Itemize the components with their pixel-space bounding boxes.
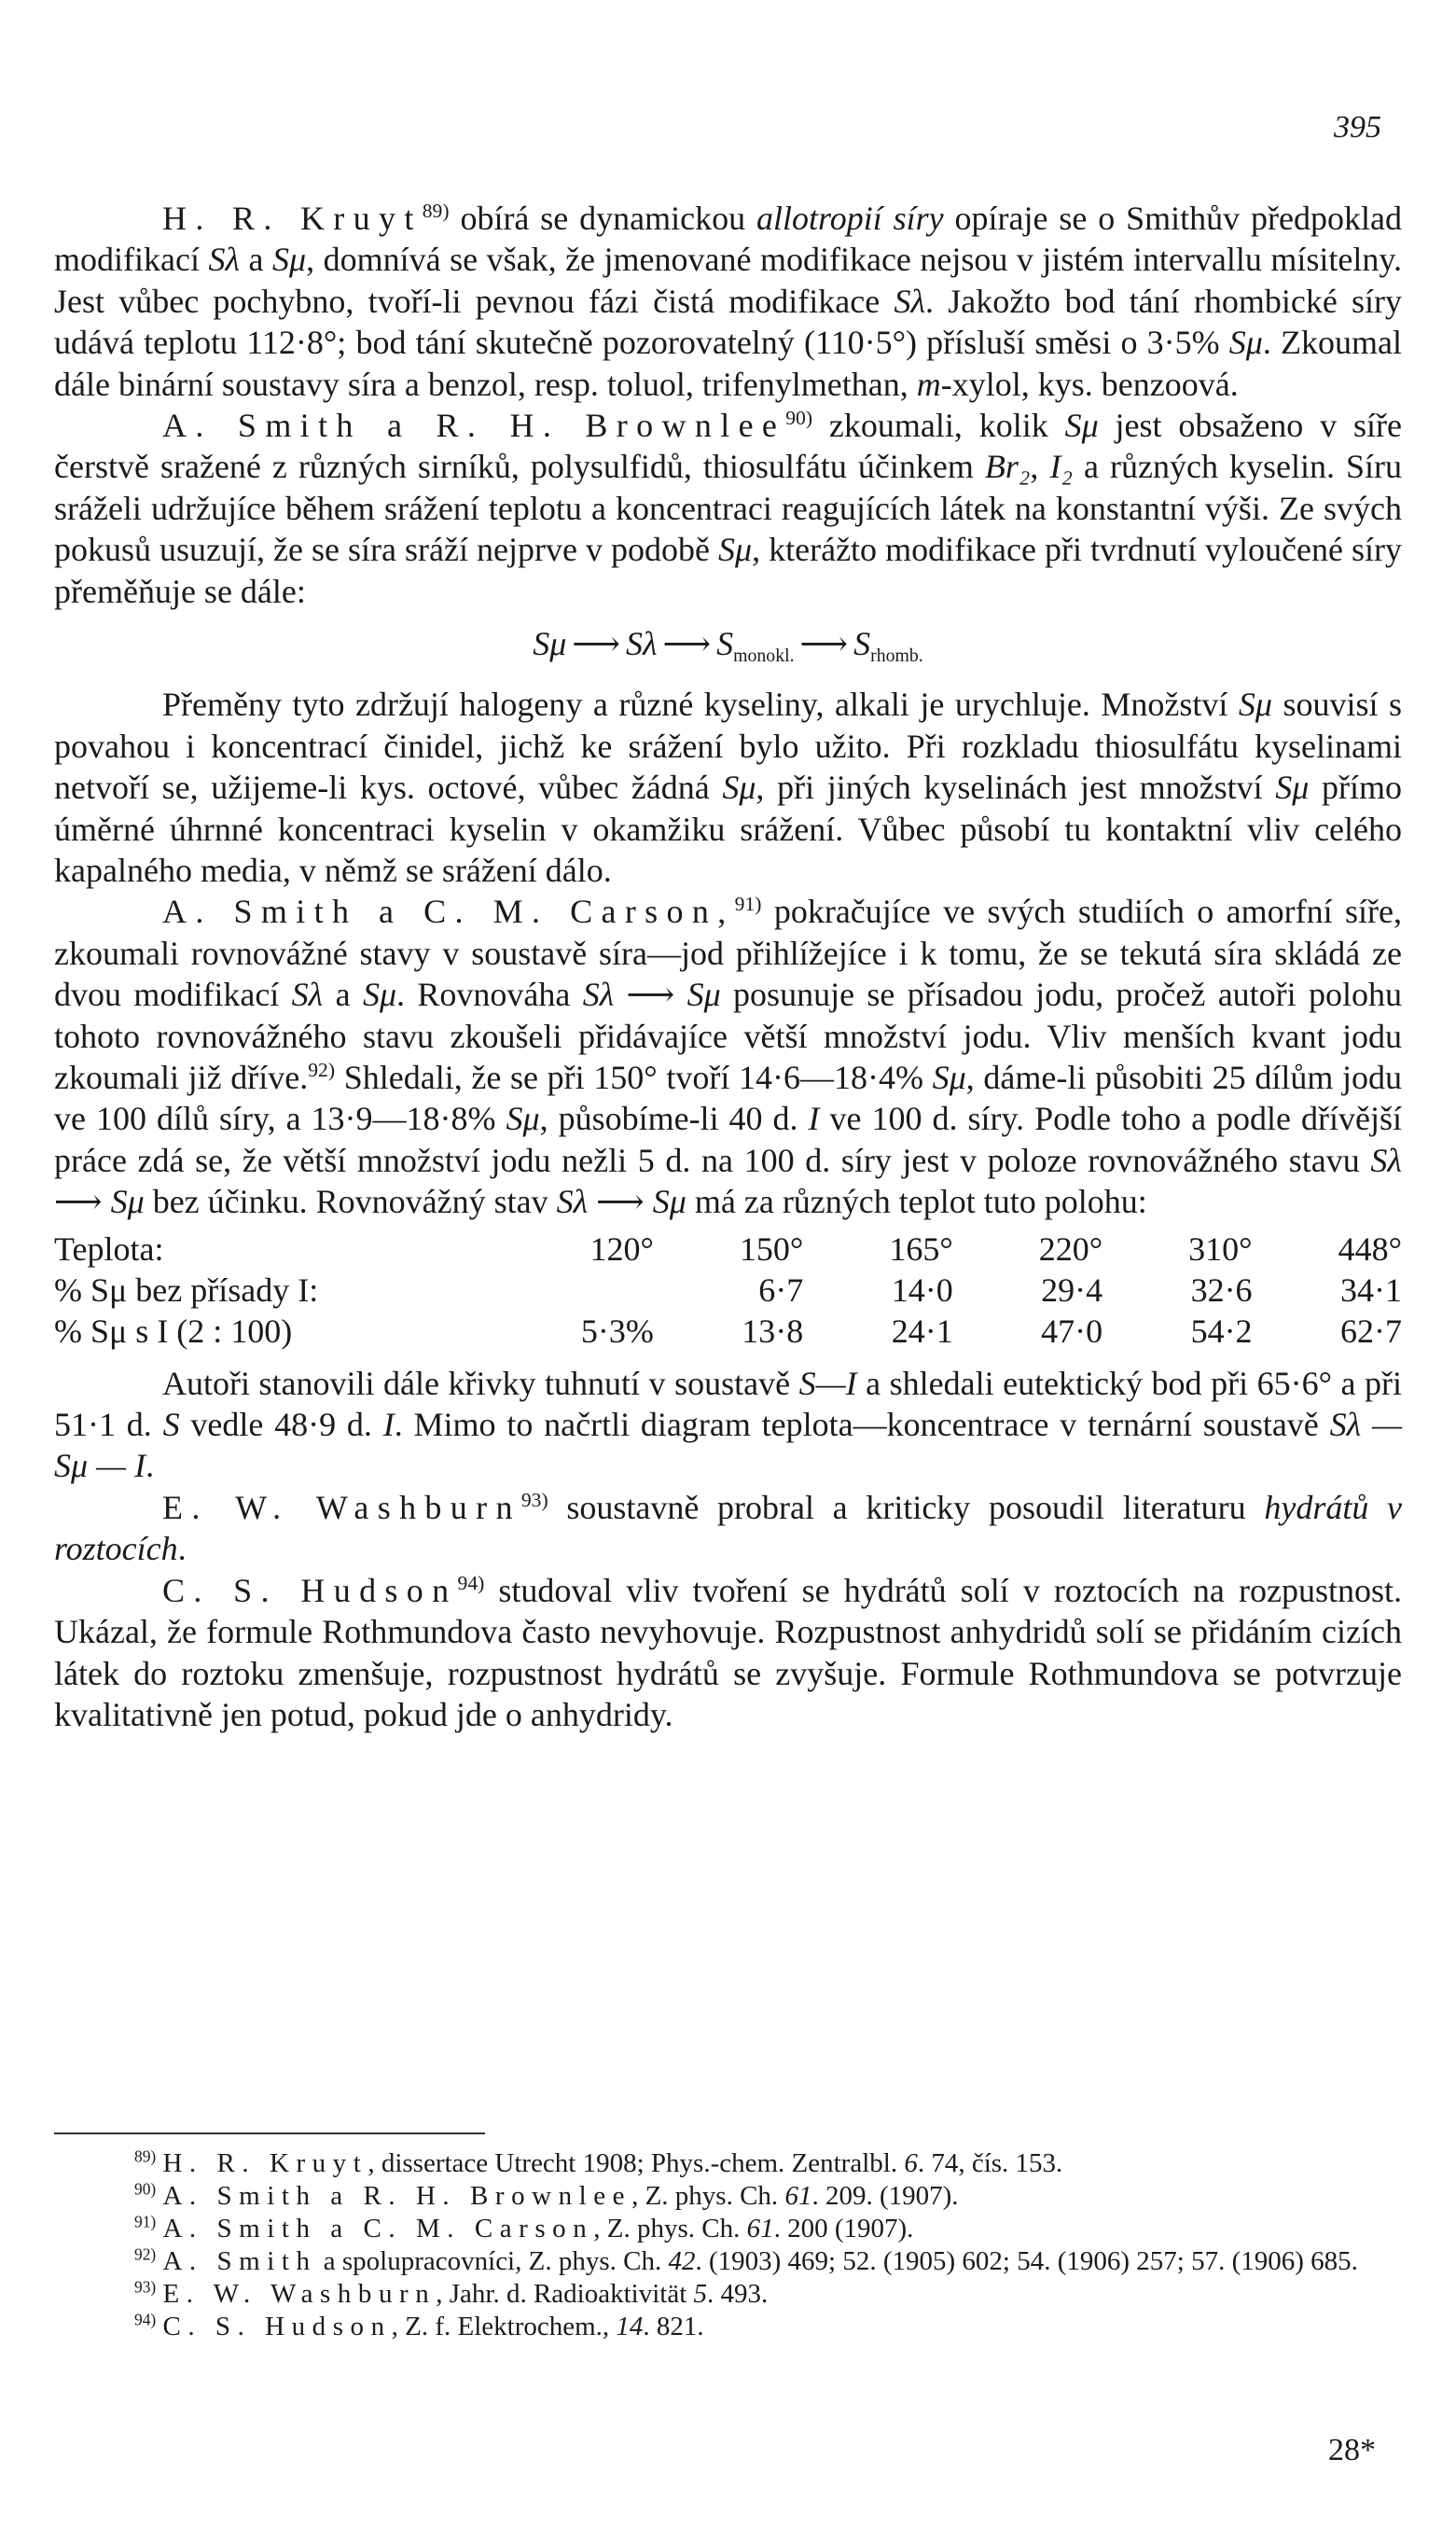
author-name: A. Smith a C. M. Carson,	[162, 893, 735, 931]
text-run: -xylol, kys. benzoová.	[940, 365, 1239, 403]
text-run: Autoři stanovili dále křivky tuhnutí v soustavě	[162, 1364, 799, 1402]
footnote-text: , Z. phys. Ch.	[631, 2181, 785, 2211]
text-run: Sλ	[208, 241, 241, 279]
conversion-formula	[54, 623, 1402, 676]
text-run: , domnívá se však, že jmenované modifikace nejsou v jistém intervallu mísitelny. Jest vůbec pochybno, tvoří-li pevnou fázi čistá modifikace	[54, 241, 1402, 320]
footnote-text: . (1903) 469; 52. (1905) 602; 54. (1906) 257; 57. (1906) 685.	[695, 2246, 1358, 2276]
text-run: vedle 48·9 d.	[179, 1406, 383, 1444]
footnote-text: . 493.	[707, 2279, 769, 2309]
author-name: A. Smith a R. H. Brownlee	[162, 407, 786, 445]
table-cell: 120°	[589, 1229, 654, 1268]
text-run: , působíme-li 40 d.	[539, 1100, 809, 1138]
text-run: Sμ	[718, 531, 753, 569]
text-run: a různých kyselin. Síru sráželi udržujíce během srážení teplotu a koncentraci reagujících látek na konstantní výši. Ze svých pokusů usuzují, že se síra sráží nejprve v podobě	[54, 448, 1402, 569]
text-run: Sμ	[722, 769, 756, 807]
paragraph-eutectic	[54, 1363, 1402, 1487]
footnote-text: , dissertace Utrecht 1908; Phys.-chem. Zentralbl.	[367, 2148, 905, 2178]
footnote-ref: 91)	[734, 893, 762, 916]
table-cell: 47·0	[1041, 1312, 1103, 1350]
text-run: Sλ	[291, 976, 324, 1014]
formula-term: S	[853, 625, 871, 663]
text-run: Sλ ⟶ Sμ	[556, 1183, 686, 1221]
paragraph-washburn	[54, 1487, 1402, 1570]
footnote-item	[54, 2147, 1402, 2180]
table-row	[54, 1270, 1402, 1311]
paragraph-kruyt	[54, 198, 1402, 405]
table-cell: 13·8	[742, 1312, 804, 1350]
text-run: zkoumali, kolik	[812, 407, 1065, 445]
text-run: allotropií síry	[756, 200, 944, 237]
text-run: bez účinku. Rovnovážný stav	[144, 1183, 557, 1221]
table-cell: 14·0	[891, 1271, 953, 1309]
table-cell: 165°	[889, 1229, 953, 1268]
formula-term: Sλ	[625, 625, 658, 663]
footnote-item	[54, 2311, 1402, 2343]
text-run: přímo úměrné úhrnné koncentraci kyselin v okamžiku srážení. Vůbec působí tu kontaktní vliv celého kapalného media, v němž se srážení dálo.	[54, 769, 1402, 890]
footnote-text: . 74, čís. 153.	[917, 2148, 1063, 2178]
footnote-divider	[54, 2132, 485, 2134]
text-run: Sμ	[1238, 686, 1272, 724]
text-run: , kterážto modifikace při tvrdnutí vyloučené síry přeměňuje se dále:	[54, 531, 1403, 610]
footnote-volume: 14	[616, 2312, 644, 2341]
text-run: opíraje se o Smithův předpoklad modifikací	[54, 200, 1402, 279]
author-name: E. W. Washburn	[162, 1488, 521, 1526]
text-run: obírá se dynamickou	[449, 200, 757, 237]
paragraph-transformations	[54, 684, 1402, 891]
page-number: 395	[1334, 110, 1381, 145]
text-run: Sλ ⟶ Sμ	[54, 1141, 1402, 1221]
text-run: Sμ	[932, 1059, 966, 1097]
text-run: posunuje se přísadou jodu, pročež autoři polohu tohoto rovnovážného stavu zkoušeli přidávajíce větší množství jodu. Vliv menších kvant jodu zkoumali již dříve.	[54, 976, 1403, 1097]
footnote-item	[54, 2180, 1402, 2213]
footnote-text: a spolupracovníci, Z. phys. Ch.	[316, 2246, 669, 2276]
table-cell: 34·1	[1340, 1271, 1402, 1309]
text-run: Sλ — Sμ — I	[54, 1406, 1402, 1485]
table-cell: 310°	[1188, 1229, 1253, 1268]
text-run: I	[808, 1100, 820, 1138]
footnote-ref: 89)	[422, 200, 450, 222]
table-row	[54, 1229, 1402, 1270]
author-name: H. R. Kruyt	[162, 200, 423, 237]
text-run: .	[177, 1530, 187, 1568]
footnote-volume: 61	[784, 2181, 812, 2211]
footnote-number: 91)	[134, 2212, 157, 2231]
formula-term: Sμ	[533, 625, 567, 663]
text-run: soustavně probral a kriticky posoudil literaturu	[548, 1488, 1265, 1526]
text-run: ,	[1030, 448, 1050, 486]
text-run: má za různých teplot tuto polohu:	[686, 1183, 1147, 1221]
text-run: I₂	[1049, 448, 1073, 486]
footnote-text: , Z. f. Elektrochem.,	[391, 2312, 617, 2341]
footnote-author: A. Smith a R. H. Brownlee	[162, 2181, 632, 2211]
arrow-icon: ⟶	[662, 625, 712, 663]
text-run: . Zkoumal dále binární soustavy síra a benzol, resp. toluol, trifenylmethan,	[54, 324, 1402, 403]
text-run: hydrátů v roztocích	[54, 1488, 1403, 1568]
paragraph-smith-carson	[54, 891, 1402, 1222]
table-cell: 29·4	[1041, 1271, 1103, 1309]
arrow-icon: ⟶	[799, 625, 849, 663]
footnote-text: . 209. (1907).	[811, 2181, 959, 2211]
text-run: pokračujíce ve svých studiích o amorfní síře, zkoumali rovnovážné stavy v soustavě síra—jod přihlížejíce i k tomu, že se tekutá síra skládá ze dvou modifikací	[54, 893, 1403, 1014]
text-run: I	[382, 1406, 395, 1444]
text-run: Sμ	[1228, 324, 1263, 362]
formula-subscript: monokl.	[733, 645, 795, 666]
footnote-number: 90)	[134, 2179, 157, 2199]
paragraph-smith-brownlee	[54, 405, 1402, 612]
footnote-ref: 92)	[308, 1059, 336, 1082]
footnote-author: C. S. Hudson	[162, 2312, 392, 2341]
text-run: a	[240, 241, 273, 279]
footnotes	[54, 2147, 1402, 2343]
table-cell: 5·3%	[580, 1312, 654, 1350]
text-run: S	[162, 1406, 180, 1444]
table-cell: 32·6	[1190, 1271, 1253, 1309]
table-row	[54, 1311, 1402, 1352]
footnote-number: 89)	[134, 2146, 157, 2166]
signature-mark: 28*	[1328, 2433, 1376, 2467]
text-run: Sλ	[894, 282, 926, 320]
text-run: Sμ	[1275, 769, 1310, 807]
footnote-ref: 94)	[457, 1571, 485, 1594]
arrow-icon: ⟶	[572, 625, 620, 663]
formula-subscript: rhomb.	[870, 645, 923, 666]
paragraph-hudson	[54, 1570, 1402, 1736]
table-cell: 150°	[739, 1229, 804, 1268]
footnote-text: . 821.	[643, 2312, 704, 2341]
equilibrium-table	[54, 1229, 1402, 1352]
table-cell: 220°	[1038, 1229, 1103, 1268]
text-run: Sμ	[272, 241, 307, 279]
table-row-label: % Sμ s I (2 : 100)	[54, 1312, 293, 1350]
table-cell: 62·7	[1340, 1312, 1402, 1350]
text-run: m	[916, 365, 941, 403]
footnote-number: 92)	[134, 2244, 157, 2264]
text-run: , dáme-li působiti 25 dílům jodu ve 100 dílů síry, a 13·9—18·8%	[54, 1059, 1402, 1138]
footnote-volume: 5	[693, 2279, 708, 2309]
footnote-number: 94)	[134, 2310, 157, 2329]
text-run: souvisí s povahou i koncentrací činidel, jichž ke srážení bylo užito. Při rozkladu thiosulfátu kyselinami netvoří se, užijeme-li kys. octové, vůbec žádná	[54, 686, 1402, 807]
table-cell: 448°	[1338, 1229, 1402, 1268]
text-run: Sμ	[1064, 407, 1099, 445]
footnote-author: E. W. Washburn	[162, 2279, 437, 2309]
footnote-ref: 90)	[785, 407, 813, 430]
footnote-author: A. Smith	[162, 2246, 317, 2276]
text-run: S—I	[798, 1364, 857, 1402]
text-run: Sμ	[362, 976, 397, 1014]
footnote-text: , Z. phys. Ch.	[593, 2214, 747, 2243]
table-cell: 24·1	[891, 1312, 953, 1350]
table-cell	[483, 1270, 654, 1311]
text-run: . Jakožto bod tání rhombické síry udává teplotu 112·8°; bod tání skutečně pozorovatelný (110·5°) přísluší směsi o 3·5%	[54, 282, 1403, 362]
footnote-author: H. R. Kruyt	[162, 2148, 368, 2178]
footnote-volume: 61	[746, 2214, 774, 2243]
text-run: .	[146, 1447, 155, 1485]
footnote-item	[54, 2245, 1402, 2278]
text-run: Shledali, že se při 150° tvoří 14·6—18·4%	[335, 1059, 933, 1097]
footnote-author: A. Smith a C. M. Carson	[162, 2214, 594, 2243]
table-row-label: % Sμ bez přísady I:	[54, 1271, 319, 1309]
body-text	[54, 198, 1402, 1735]
text-run: a shledali eutektický bod při 65·6° a při 51·1 d.	[54, 1364, 1402, 1444]
footnote-text: , Jahr. d. Radioaktivität	[436, 2279, 694, 2309]
text-run: , při jiných kyselinách jest množství	[756, 769, 1276, 807]
text-run: Sμ	[506, 1100, 540, 1138]
text-run: studoval vliv tvoření se hydrátů solí v roztocích na rozpustnost. Ukázal, že formule Rothmundova často nevyhovuje. Rozpustnost anhydridů solí se přidáním cizích látek do roztoku zmenšuje, rozpustnost hydrátů se zvyšuje. Formule Rothmundova se potvrzuje kvalitativně jen potud, pokud jde o anhydridy.	[54, 1571, 1402, 1733]
footnote-ref: 93)	[520, 1488, 548, 1511]
formula-term: S	[716, 625, 734, 663]
text-run: a	[323, 976, 363, 1014]
text-run: Přeměny tyto zdržují halogeny a různé kyseliny, alkali je urychluje. Množství	[162, 686, 1239, 724]
text-run: ve 100 d. síry. Podle toho a podle dřívější práce zdá se, že větší množství jodu nežli 5 d. na 100 d. síry jest v poloze rovnovážného stavu	[54, 1100, 1402, 1179]
footnote-number: 93)	[134, 2277, 157, 2297]
table-header-label: Teplota:	[54, 1229, 164, 1268]
author-name: C. S. Hudson	[162, 1571, 458, 1609]
text-run: . Rovnováha	[396, 976, 583, 1014]
text-run: jest obsaženo v síře čerstvě sražené z různých sirníků, polysulfidů, thiosulfátu účinkem	[54, 407, 1402, 486]
footnote-text: . 200 (1907).	[773, 2214, 914, 2243]
text-run: . Mimo to načrtli diagram teplota—koncentrace v ternární soustavě	[394, 1406, 1330, 1444]
footnote-volume: 6	[904, 2148, 918, 2178]
table-cell: 54·2	[1190, 1312, 1253, 1350]
footnote-item	[54, 2213, 1402, 2245]
table-cell: 6·7	[758, 1271, 804, 1309]
text-run: Sλ ⟶ Sμ	[582, 976, 721, 1014]
text-run: Br₂	[984, 448, 1031, 486]
footnote-item	[54, 2278, 1402, 2311]
footnote-volume: 42	[668, 2246, 696, 2276]
